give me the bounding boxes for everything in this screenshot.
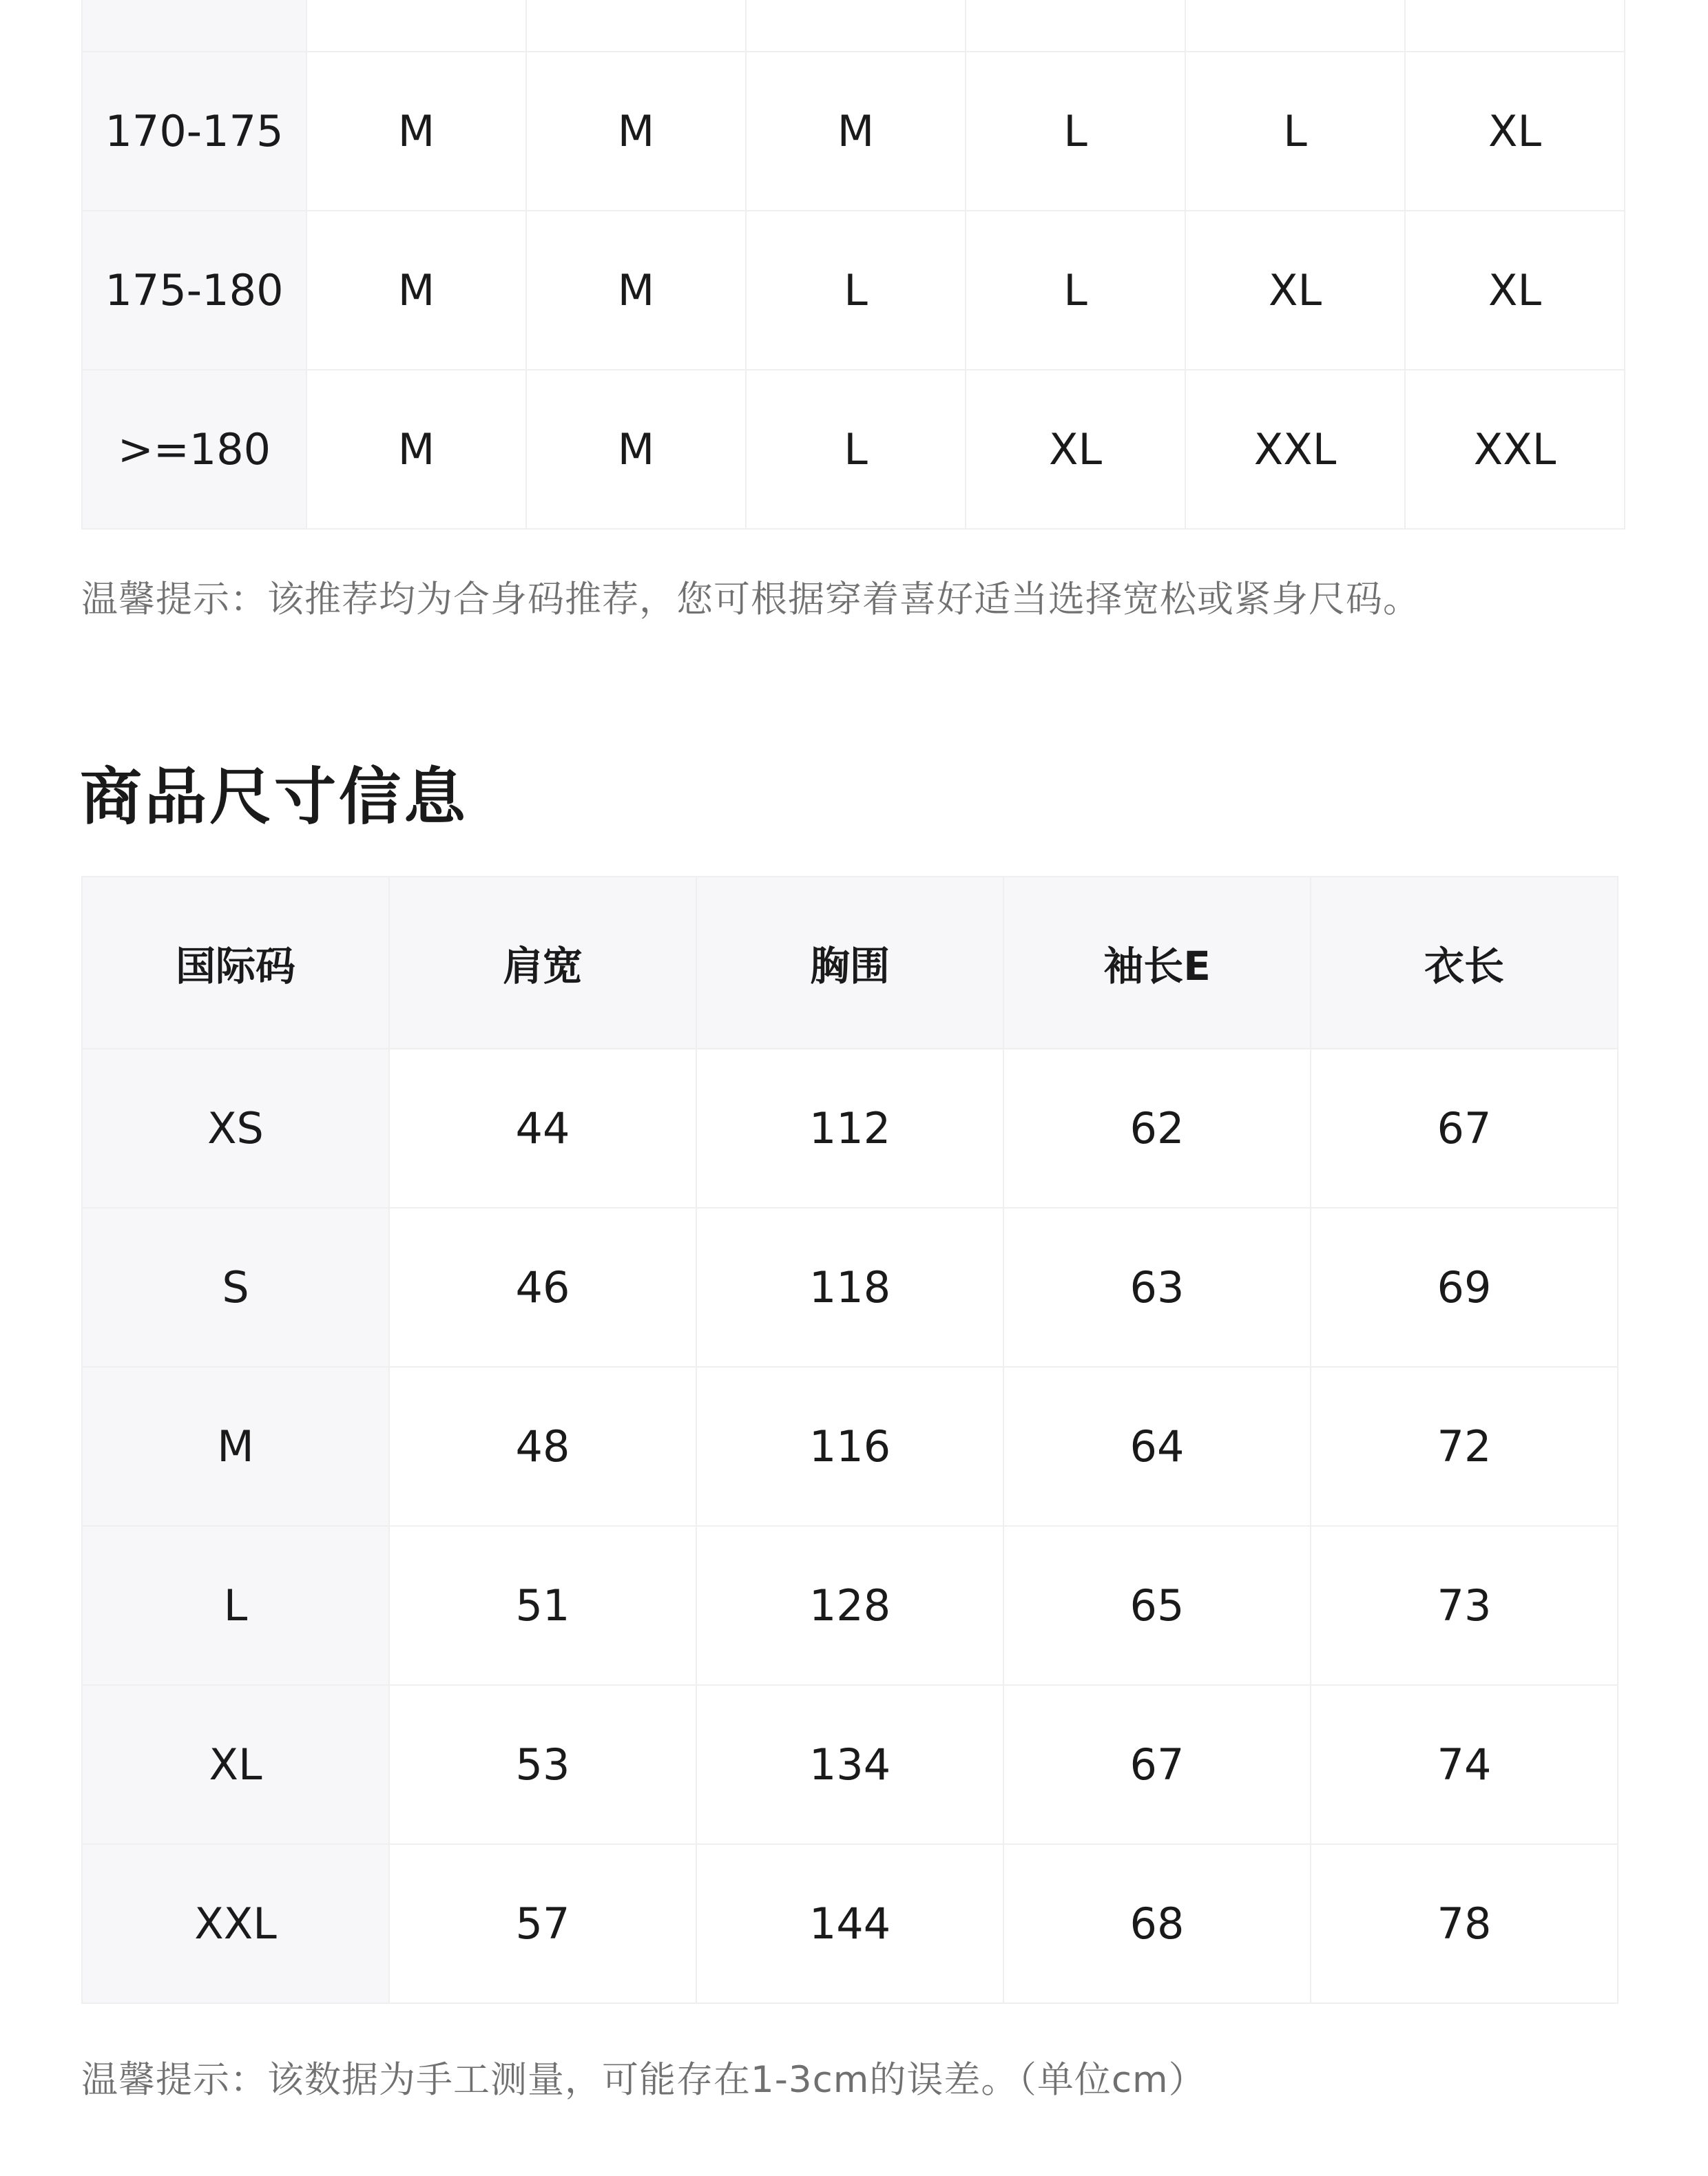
measurement-cell: 67 [1311, 1049, 1618, 1208]
measurement-cell: 116 [696, 1367, 1003, 1526]
size-cell: L [746, 211, 966, 370]
column-header: 胸围 [696, 877, 1003, 1049]
size-cell: XL [1405, 211, 1625, 370]
measurement-cell: 78 [1311, 1844, 1618, 2003]
table-row-cropped [82, 0, 1625, 52]
size-cell: L [746, 370, 966, 529]
measurement-cell: 67 [1003, 1685, 1311, 1844]
measurement-cell: 68 [1003, 1844, 1311, 2003]
measurement-cell: 44 [389, 1049, 696, 1208]
section-title: 商品尺寸信息 [80, 761, 468, 833]
table-row [82, 1685, 1618, 1844]
table-row [82, 52, 1625, 211]
size-cell: XL [966, 370, 1185, 529]
size-cell: M [306, 211, 526, 370]
size-cell: M [526, 370, 746, 529]
size-code-cell: S [82, 1208, 389, 1367]
table-row [82, 1208, 1618, 1367]
table-header-row [82, 877, 1618, 1049]
size-cell: M [306, 52, 526, 211]
size-cell: M [306, 370, 526, 529]
size-code-cell: XXL [82, 1844, 389, 2003]
size-code-cell: XL [82, 1685, 389, 1844]
measurement-cell: 62 [1003, 1049, 1311, 1208]
measurement-cell: 63 [1003, 1208, 1311, 1367]
measurement-cell: 72 [1311, 1367, 1618, 1526]
measurement-cell: 46 [389, 1208, 696, 1367]
table-row [82, 1367, 1618, 1526]
column-header: 国际码 [82, 877, 389, 1049]
height-range-cell: 175-180 [82, 211, 306, 370]
table-row [82, 211, 1625, 370]
size-recommendation-table [81, 0, 1625, 530]
size-cell: XXL [1405, 370, 1625, 529]
size-cell: M [526, 211, 746, 370]
measurement-cell: 74 [1311, 1685, 1618, 1844]
measurement-cell: 112 [696, 1049, 1003, 1208]
height-range-cell: >=180 [82, 370, 306, 529]
column-header: 肩宽 [389, 877, 696, 1049]
measurement-cell: 69 [1311, 1208, 1618, 1367]
measurement-tip: 温馨提示：该数据为手工测量，可能存在1-3cm的误差。（单位cm） [81, 2059, 1206, 2101]
size-cell: L [966, 52, 1185, 211]
size-code-cell: M [82, 1367, 389, 1526]
size-code-cell: L [82, 1526, 389, 1685]
size-cell: M [746, 52, 966, 211]
measurement-cell: 73 [1311, 1526, 1618, 1685]
measurement-cell: 128 [696, 1526, 1003, 1685]
size-cell: XL [1185, 211, 1405, 370]
size-cell: L [1185, 52, 1405, 211]
measurement-cell: 118 [696, 1208, 1003, 1367]
measurement-cell: 134 [696, 1685, 1003, 1844]
table-row [82, 370, 1625, 529]
measurement-cell: 57 [389, 1844, 696, 2003]
measurement-cell: 51 [389, 1526, 696, 1685]
measurement-cell: 48 [389, 1367, 696, 1526]
recommendation-tip: 温馨提示：该推荐均为合身码推荐，您可根据穿着喜好适当选择宽松或紧身尺码。 [81, 578, 1420, 620]
measurement-cell: 65 [1003, 1526, 1311, 1685]
measurement-cell: 144 [696, 1844, 1003, 2003]
size-cell: XXL [1185, 370, 1405, 529]
table-row [82, 1049, 1618, 1208]
column-header: 衣长 [1311, 877, 1618, 1049]
height-range-cell: 170-175 [82, 52, 306, 211]
table-row [82, 1844, 1618, 2003]
measurement-cell: 64 [1003, 1367, 1311, 1526]
measurement-cell: 53 [389, 1685, 696, 1844]
column-header: 袖长E [1003, 877, 1311, 1049]
size-cell: M [526, 52, 746, 211]
size-cell: XL [1405, 52, 1625, 211]
size-info-table [81, 876, 1618, 2004]
table-row [82, 1526, 1618, 1685]
size-code-cell: XS [82, 1049, 389, 1208]
size-cell: L [966, 211, 1185, 370]
